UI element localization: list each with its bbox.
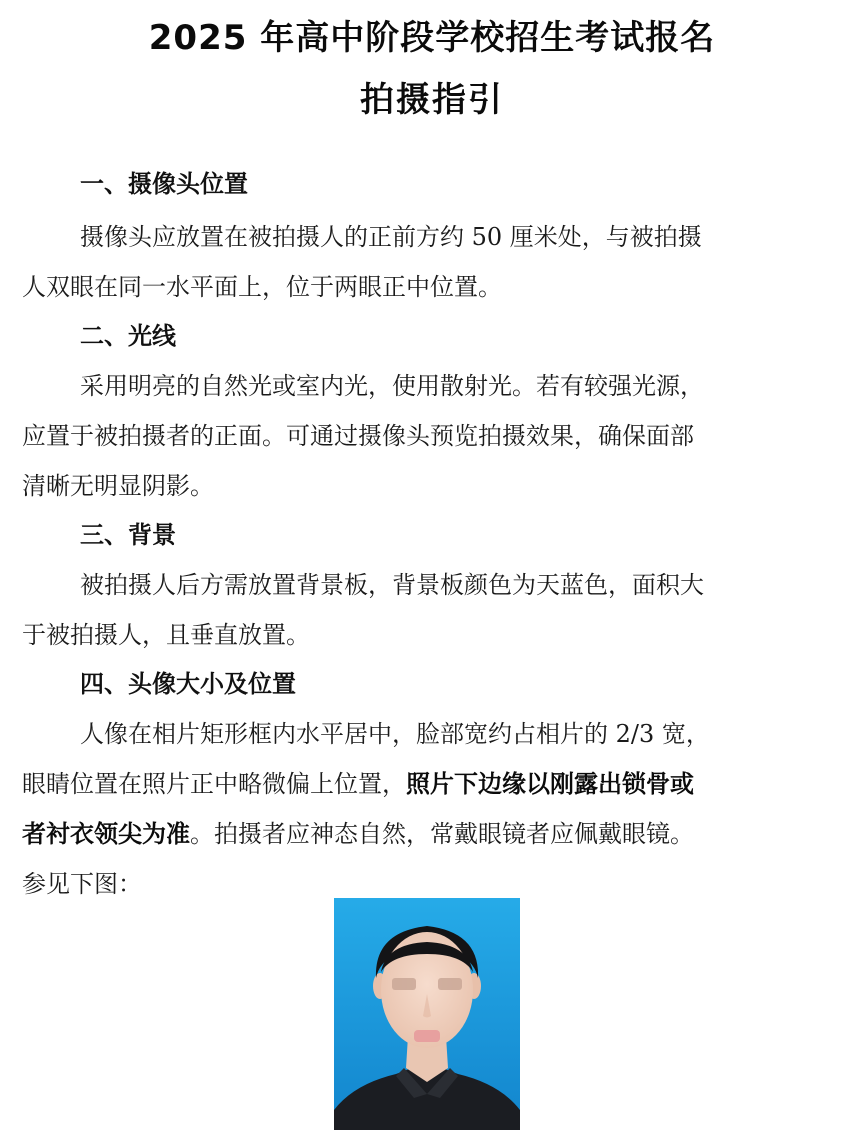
paragraph-line: 采用明亮的自然光或室内光，使用散射光。若有较强光源， xyxy=(80,372,704,400)
section-heading-background: 三、背景 xyxy=(80,521,176,549)
portrait-illustration xyxy=(334,898,520,1130)
paragraph-line: 人双眼在同一水平面上，位于两眼正中位置。 xyxy=(22,273,502,301)
paragraph-line: 应置于被拍摄者的正面。可通过摄像头预览拍摄效果，确保面部 xyxy=(22,422,694,450)
emphasis-text: 照片下边缘以刚露出锁骨或 xyxy=(406,770,694,798)
document-title-line1: 2025 年高中阶段学校招生考试报名 xyxy=(148,18,716,58)
sample-id-photo xyxy=(334,898,520,1130)
section-heading-camera-position: 一、摄像头位置 xyxy=(80,170,248,198)
document-title-line2: 拍摄指引 xyxy=(360,80,504,120)
section-heading-head-size-position: 四、头像大小及位置 xyxy=(80,670,296,698)
paragraph-line: 参见下图： xyxy=(22,870,142,898)
paragraph-line: 清晰无明显阴影。 xyxy=(22,472,214,500)
paragraph-line-mixed xyxy=(22,769,694,799)
paragraph-line: 摄像头应放置在被拍摄人的正前方约 50 厘米处，与被拍摄 xyxy=(80,223,702,251)
emphasis-text: 者衬衣领尖为准 xyxy=(22,820,190,848)
section-heading-lighting: 二、光线 xyxy=(80,322,176,350)
normal-text: 。拍摄者应神态自然，常戴眼镜者应佩戴眼镜。 xyxy=(190,820,694,848)
normal-text: 眼睛位置在照片正中略微偏上位置， xyxy=(22,770,406,798)
paragraph-line: 人像在相片矩形框内水平居中，脸部宽约占相片的 2/3 宽， xyxy=(80,720,710,748)
paragraph-line: 被拍摄人后方需放置背景板，背景板颜色为天蓝色，面积大 xyxy=(80,571,704,599)
paragraph-line-mixed xyxy=(22,819,694,849)
paragraph-line: 于被拍摄人，且垂直放置。 xyxy=(22,621,310,649)
